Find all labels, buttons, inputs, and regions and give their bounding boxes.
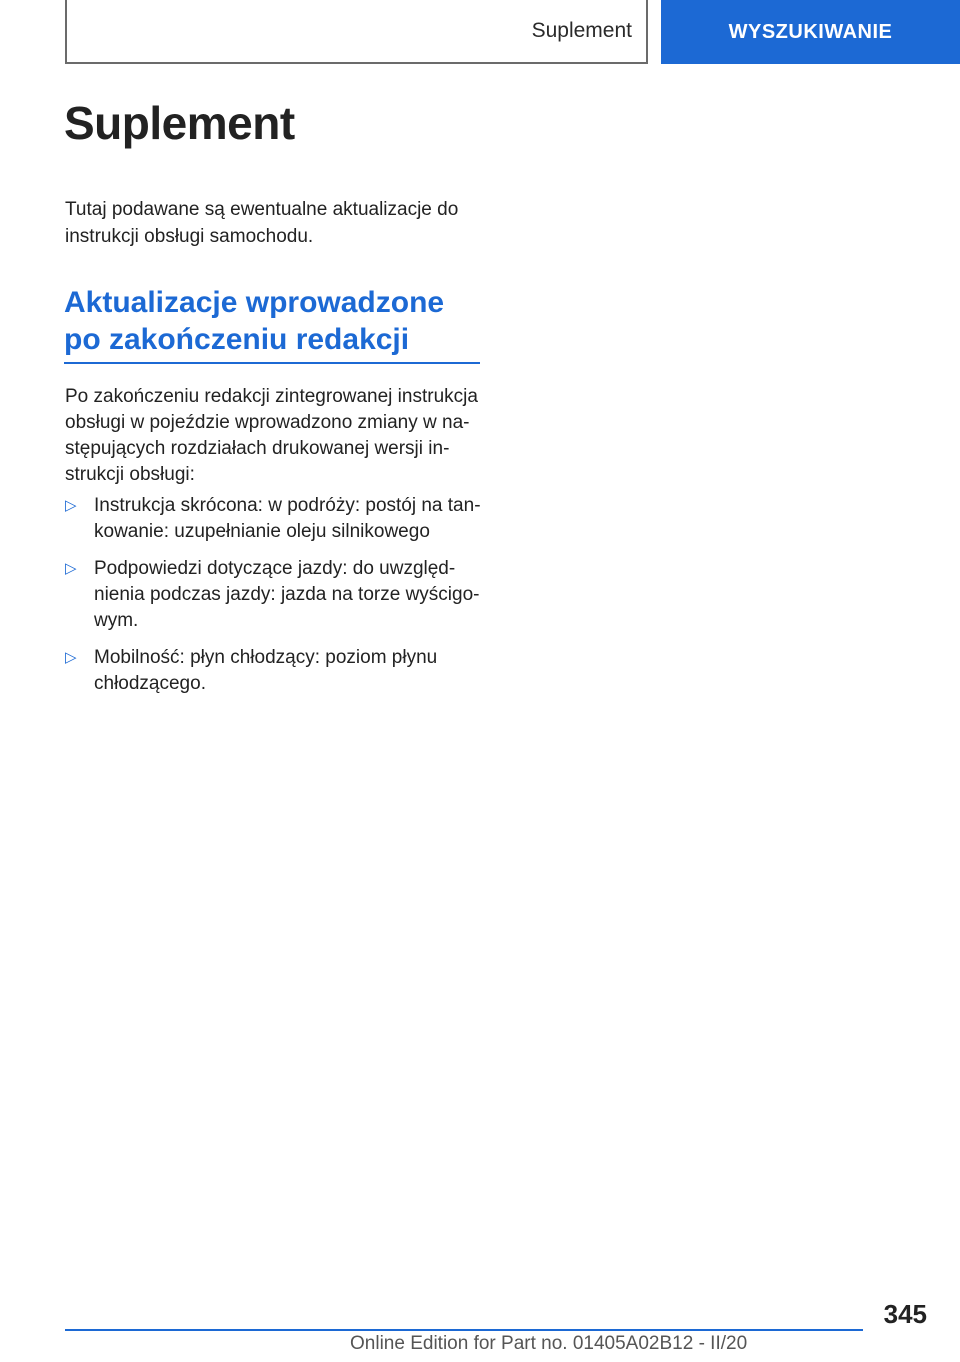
list-item-text: Podpowiedzi dotyczące jazdy: do uwzględnienia podczas jazdy: jazda na torze wyścigowym. bbox=[94, 558, 480, 631]
section-body: Po zakończeniu redakcji zintegrowanej instrukcja obsługi w pojeździe wprowadzono zmiany w następujących rozdziałach drukowanej wersji instrukcji obsługi: bbox=[65, 386, 478, 485]
list-item-text: Mobilność: płyn chłodzący: poziom płynu chłodzącego. bbox=[94, 647, 438, 694]
list-item bbox=[65, 645, 485, 697]
list-item-text: Instrukcja skrócona: w podróży: postój na tankowanie: uzupełnianie oleju silnikowego bbox=[94, 495, 481, 542]
triangle-bullet-icon: ▷ bbox=[65, 560, 77, 577]
chapter-tab-label: Suplement bbox=[531, 19, 632, 42]
search-button[interactable] bbox=[661, 0, 960, 64]
footer-divider bbox=[65, 1329, 863, 1331]
update-list bbox=[65, 493, 485, 708]
search-button-label: WYSZUKIWANIE bbox=[728, 20, 893, 43]
page-number: 345 bbox=[883, 1299, 927, 1329]
intro-text: Tutaj podawane są ewentualne aktualizacje do instrukcji obsługi samochodu. bbox=[65, 199, 459, 247]
triangle-bullet-icon: ▷ bbox=[65, 649, 77, 666]
chapter-tab[interactable] bbox=[65, 0, 648, 64]
footer-edition: Online Edition for Part no. 01405A02B12 - II/20 bbox=[350, 1333, 748, 1354]
page-title: Suplement bbox=[64, 97, 295, 149]
list-item bbox=[65, 493, 485, 545]
triangle-bullet-icon: ▷ bbox=[65, 497, 77, 514]
list-item bbox=[65, 556, 485, 634]
section-heading: Aktualizacje wprowadzone po zakończeniu redakcji bbox=[64, 284, 480, 364]
